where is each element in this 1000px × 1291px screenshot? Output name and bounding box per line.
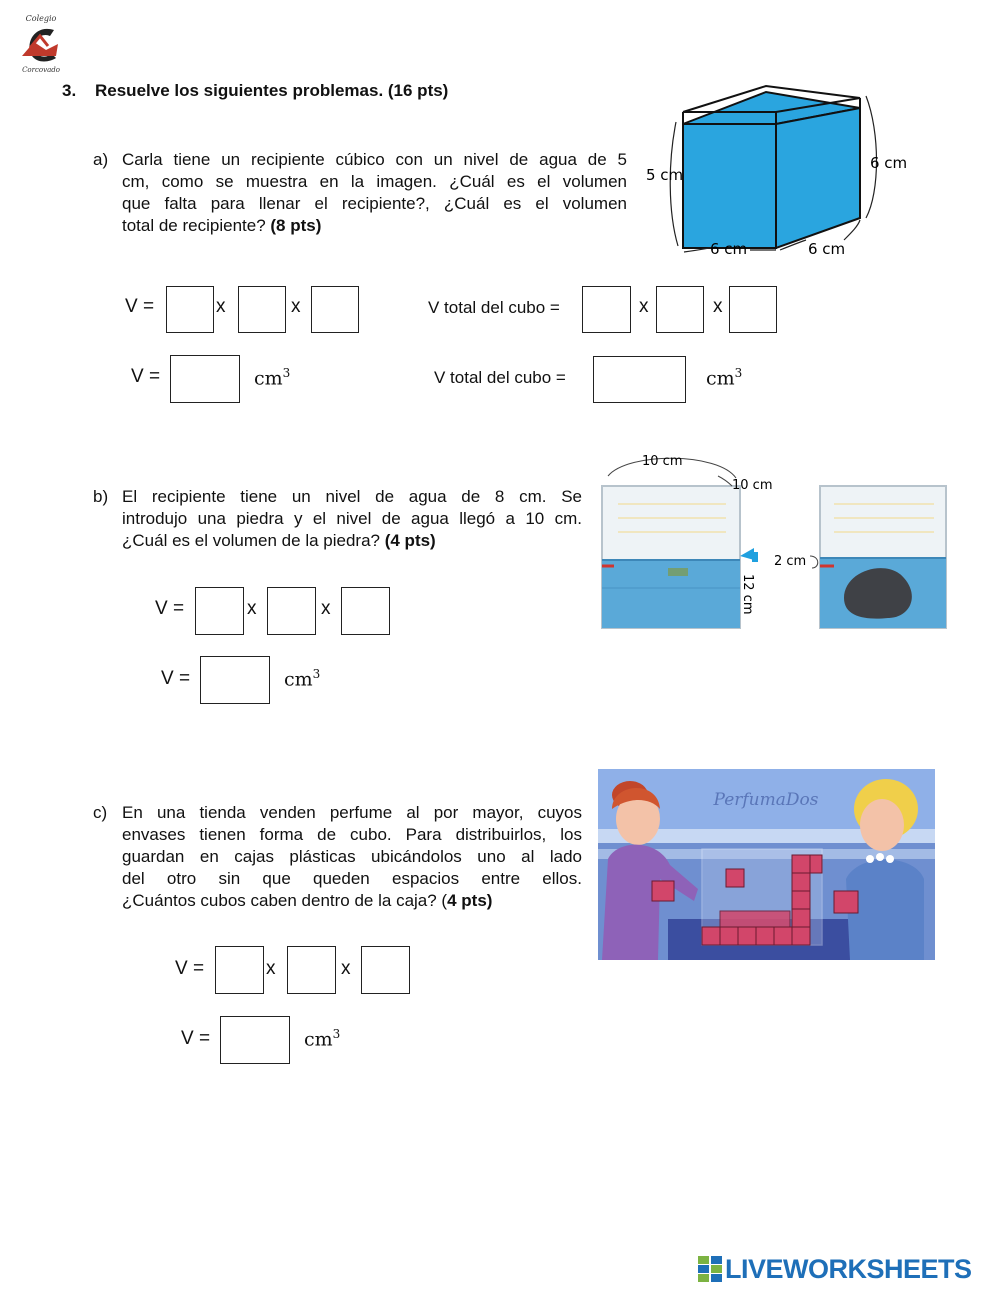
problem-a-text xyxy=(122,149,627,237)
school-logo xyxy=(16,12,66,76)
problem-b-line: introdujo una piedra y el nivel de agua llegó a 10 cm. xyxy=(122,509,582,528)
problem-c-line: guardan en cajas plásticas ubicándolos uno al lado xyxy=(122,847,582,866)
arrow-icon xyxy=(740,548,754,560)
brand-name: LIVEWORKSHEETS xyxy=(725,1253,972,1284)
label-side: 6 cm xyxy=(870,154,908,172)
problem-a-points: (8 pts) xyxy=(270,216,322,235)
result-a-lhs: V = xyxy=(131,366,161,387)
label-height: 5 cm xyxy=(646,166,684,184)
times-sign: x xyxy=(341,958,351,979)
formula-b-lhs: V = xyxy=(155,598,185,619)
times-sign: x xyxy=(266,958,276,979)
problem-b-line: ¿Cuál es el volumen de la piedra? (4 pts) xyxy=(122,531,436,550)
answer-a-length[interactable] xyxy=(166,286,214,333)
answer-c-volume[interactable] xyxy=(220,1016,290,1064)
answer-c-width[interactable] xyxy=(287,946,336,994)
problem-c-line: En una tienda venden perfume al por mayor, cuyos xyxy=(122,803,582,822)
label-bottom-left: 6 cm xyxy=(710,240,748,258)
liveworksheets-logo[interactable] xyxy=(698,1254,972,1284)
answer-total-width[interactable] xyxy=(656,286,704,333)
problem-a-line: cm, como se muestra en la imagen. ¿Cuál es el volumen xyxy=(122,172,627,191)
question-number: 3. xyxy=(62,81,77,100)
problem-c-letter: c) xyxy=(93,803,108,822)
problem-c-line: envases tienen forma de cubo. Para distribuirlos, los xyxy=(122,825,582,844)
logo-emblem-icon xyxy=(16,12,66,76)
problem-c-points: 4 pts) xyxy=(447,891,493,910)
cube-figure xyxy=(630,82,920,262)
answer-b-length[interactable] xyxy=(195,587,244,635)
formula-a-lhs: V = xyxy=(125,296,155,317)
answer-b-width[interactable] xyxy=(267,587,316,635)
problem-b-letter: b) xyxy=(93,487,109,506)
answer-a-volume[interactable] xyxy=(170,355,240,403)
perfume-shop-illustration xyxy=(598,769,935,960)
problem-c-line: ¿Cuántos cubos caben dentro de la caja? (4 pts) xyxy=(122,891,493,910)
times-sign: x xyxy=(713,296,723,317)
times-sign: x xyxy=(291,296,301,317)
problem-a-letter: a) xyxy=(93,150,109,169)
liveworksheets-icon xyxy=(698,1256,722,1282)
shop-sign: PerfumaDos xyxy=(713,790,819,810)
aquarium-figure xyxy=(598,448,950,632)
problem-b-points: (4 pts) xyxy=(384,531,436,550)
label-bottom-right: 6 cm xyxy=(808,240,846,258)
question-heading: Resuelve los siguientes problemas. (16 pts) xyxy=(95,81,449,100)
formula-a-total-lhs: V total del cubo = xyxy=(428,298,560,317)
answer-c-height[interactable] xyxy=(361,946,410,994)
problem-a-line: Carla tiene un recipiente cúbico con un nivel de agua de 5 xyxy=(122,150,627,169)
unit-cm3: $cm^3$ xyxy=(304,1027,341,1051)
answer-a-height[interactable] xyxy=(311,286,359,333)
problem-a-line: total de recipiente? (8 pts) xyxy=(122,216,322,235)
answer-b-height[interactable] xyxy=(341,587,390,635)
answer-a-width[interactable] xyxy=(238,286,286,333)
result-a-total-lhs: V total del cubo = xyxy=(434,368,566,387)
problem-c-text xyxy=(122,802,582,912)
answer-b-volume[interactable] xyxy=(200,656,270,704)
logo-bottom-text: Corcovado xyxy=(22,66,60,74)
times-sign: x xyxy=(321,598,331,619)
problem-b-text xyxy=(122,486,582,552)
answer-total-length[interactable] xyxy=(582,286,631,333)
label-top: 10 cm xyxy=(642,454,683,469)
times-sign: x xyxy=(247,598,257,619)
answer-total-volume[interactable] xyxy=(593,356,686,403)
label-rise: 2 cm xyxy=(774,554,807,569)
unit-cm3: $cm^3$ xyxy=(254,366,291,390)
result-c-lhs: V = xyxy=(181,1028,211,1049)
answer-total-height[interactable] xyxy=(729,286,777,333)
times-sign: x xyxy=(216,296,226,317)
problem-a-line: que falta para llenar el recipiente?, ¿Cuál es el volumen xyxy=(122,194,627,213)
result-b-lhs: V = xyxy=(161,668,191,689)
answer-c-length[interactable] xyxy=(215,946,264,994)
label-height: 12 cm xyxy=(740,574,755,615)
problem-c-line: del otro sin que queden espacios entre ellos. xyxy=(122,869,582,888)
unit-cm3: $cm^3$ xyxy=(706,366,743,390)
times-sign: x xyxy=(639,296,649,317)
logo-top-text: Colegio xyxy=(25,14,57,23)
unit-cm3: $cm^3$ xyxy=(284,667,321,691)
problem-b-line: El recipiente tiene un nivel de agua de 8 cm. Se xyxy=(122,487,582,506)
label-depth: 10 cm xyxy=(732,478,773,493)
formula-c-lhs: V = xyxy=(175,958,205,979)
